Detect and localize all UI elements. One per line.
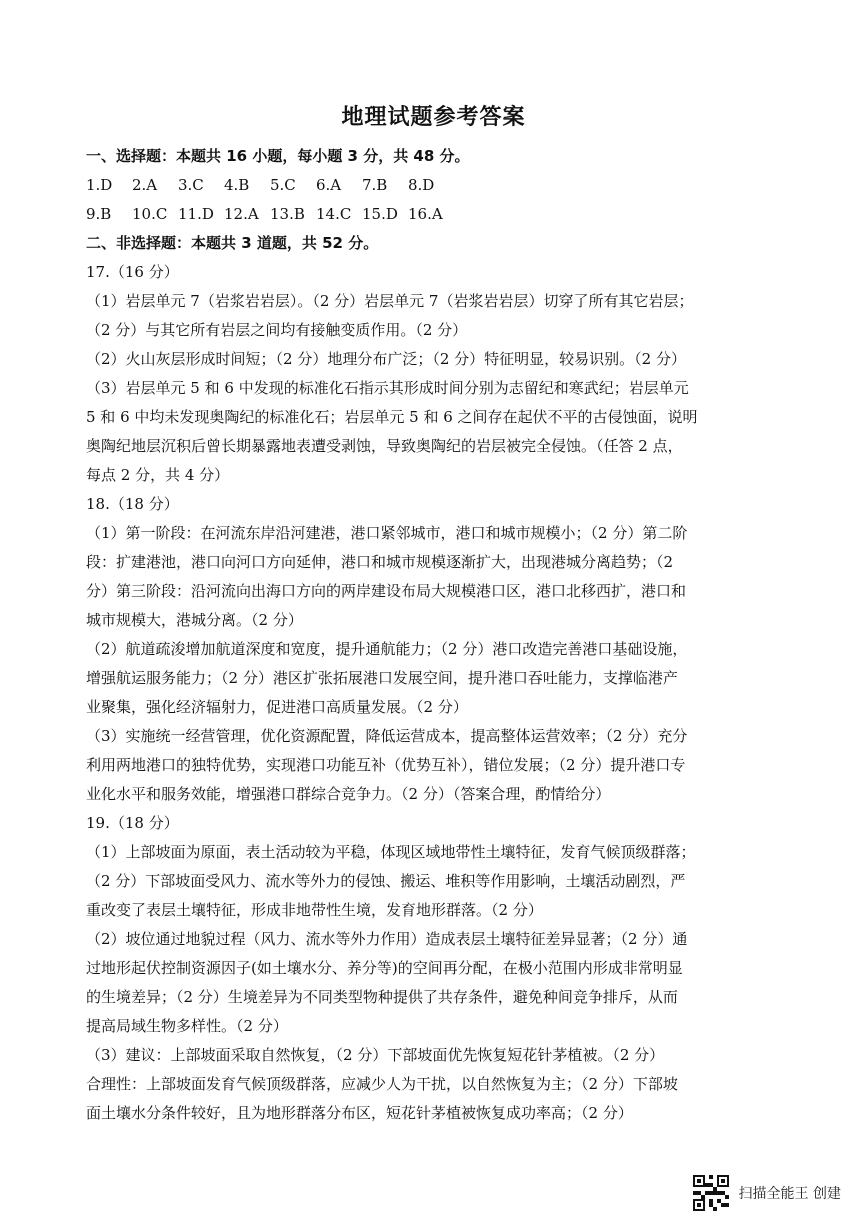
answer-line: 分）第三阶段：沿河流向出海口方向的两岸建设布局大规模港口区，港口北移西扩，港口和: [86, 582, 687, 600]
answer-line: （2）坡位通过地貌过程（风力、流水等外力作用）造成表层土壤特征差异显著；（2 分）通: [86, 930, 688, 948]
answer-line: 提高局域生物多样性。（2 分）: [86, 1017, 288, 1035]
answer-line: （3）建议：上部坡面采取自然恢复，（2 分）下部坡面优先恢复短花针茅植被。（2 分）: [86, 1046, 665, 1064]
answer-line: （1）上部坡面为原面，表土活动较为平稳，体现区域地带性土壤特征，发育气候顶级群落；: [86, 843, 696, 861]
choice-answer: 9.B: [86, 205, 112, 223]
choice-answer: 8.D: [408, 176, 435, 194]
section1-heading: 一、选择题：本题共 16 小题，每小题 3 分，共 48 分。: [86, 147, 470, 165]
choice-answer: 10.C: [132, 205, 168, 223]
answer-line: （3）岩层单元 5 和 6 中发现的标准化石指示其形成时间分别为志留纪和寒武纪；岩层单元: [86, 379, 689, 397]
answer-line: 面土壤水分条件较好，且为地形群落分布区，短花针茅植被恢复成功率高；（2 分）: [86, 1104, 633, 1122]
qr-code-icon: [693, 1175, 729, 1211]
answer-line: （2）航道疏浚增加航道深度和宽度，提升通航能力；（2 分）港口改造完善港口基础设施，: [86, 640, 688, 658]
answer-line: 城市规模大，港城分离。（2 分）: [86, 611, 303, 629]
choice-answer: 13.B: [270, 205, 305, 223]
answer-line: （2 分）下部坡面受风力、流水等外力的侵蚀、搬运、堆积等作用影响，土壤活动剧烈，严: [86, 872, 686, 890]
section2-heading: 二、非选择题：本题共 3 道题，共 52 分。: [86, 234, 379, 252]
choice-answer: 6.A: [316, 176, 342, 194]
watermark-text: 扫描全能王 创建: [738, 1186, 841, 1202]
answer-line: 的生境差异；（2 分）生境差异为不同类型物种提供了共存条件，避免种间竞争排斥，从而: [86, 988, 678, 1006]
choice-answer: 4.B: [224, 176, 250, 194]
choice-answer: 3.C: [178, 176, 204, 194]
choice-answer: 14.C: [316, 205, 352, 223]
answer-line: 18.（18 分）: [86, 495, 179, 513]
answer-line: 合理性：上部坡面发育气候顶级群落，应减少人为干扰，以自然恢复为主；（2 分）下部坡: [86, 1075, 678, 1093]
answer-line: （1）岩层单元 7（岩浆岩岩层）。（2 分）岩层单元 7（岩浆岩岩层）切穿了所有其它岩层；: [86, 292, 694, 310]
page-title: 地理试题参考答案: [341, 105, 526, 130]
answer-line: （1）第一阶段：在河流东岸沿河建港，港口紧邻城市，港口和城市规模小；（2 分）第二阶: [86, 524, 688, 542]
answer-line: 利用两地港口的独特优势，实现港口功能互补（优势互补），错位发展；（2 分）提升港口专: [86, 756, 686, 774]
answer-line: 增强航运服务能力；（2 分）港区扩张拓展港口发展空间，提升港口吞吐能力，支撑临港产: [86, 669, 678, 687]
choice-answer: 11.D: [178, 205, 214, 223]
answer-line: 段：扩建港池，港口向河口方向延伸，港口和城市规模逐渐扩大，出现港城分离趋势；（2: [86, 553, 674, 571]
choice-answer: 2.A: [132, 176, 158, 194]
answer-line: （2 分）与其它所有岩层之间均有接触变质作用。（2 分）: [86, 321, 468, 339]
choice-answer: 15.D: [362, 205, 398, 223]
choice-answer: 5.C: [270, 176, 296, 194]
answer-line: 过地形起伏控制资源因子(如土壤水分、养分等)的空间再分配，在极小范围内形成非常明显: [86, 959, 683, 977]
scanner-watermark: [693, 1175, 841, 1211]
answer-line: 奥陶纪地层沉积后曾长期暴露地表遭受剥蚀，导致奥陶纪的岩层被完全侵蚀。（任答 2 点，: [86, 437, 683, 455]
answer-line: 每点 2 分，共 4 分）: [86, 466, 230, 484]
choice-answer: 7.B: [362, 176, 388, 194]
answer-line: 业聚集，强化经济辐射力，促进港口高质量发展。（2 分）: [86, 698, 468, 716]
answer-line: 重改变了表层土壤特征，形成非地带性生境，发育地形群落。（2 分）: [86, 901, 543, 919]
answer-line: （3）实施统一经营管理，优化资源配置，降低运营成本，提高整体运营效率；（2 分）充分: [86, 727, 688, 745]
answer-line: 业化水平和服务效能，增强港口群综合竞争力。（2 分）（答案合理，酌情给分）: [86, 785, 611, 803]
answer-line: 5 和 6 中均未发现奥陶纪的标准化石；岩层单元 5 和 6 之间存在起伏不平的古侵蚀面，说明: [86, 408, 698, 426]
choice-answer: 1.D: [86, 176, 113, 194]
choice-answers-row-2: [86, 200, 788, 229]
answer-line: （2）火山灰层形成时间短；（2 分）地理分布广泛；（2 分）特征明显，较易识别。（2 分）: [86, 350, 686, 368]
choice-answers-row-1: [86, 171, 788, 200]
answer-lines: [86, 258, 788, 1128]
answer-line: 19.（18 分）: [86, 814, 179, 832]
choice-answer: 16.A: [408, 205, 443, 223]
answer-body: [86, 142, 788, 1128]
choice-answer: 12.A: [224, 205, 259, 223]
answer-line: 17.（16 分）: [86, 263, 179, 281]
